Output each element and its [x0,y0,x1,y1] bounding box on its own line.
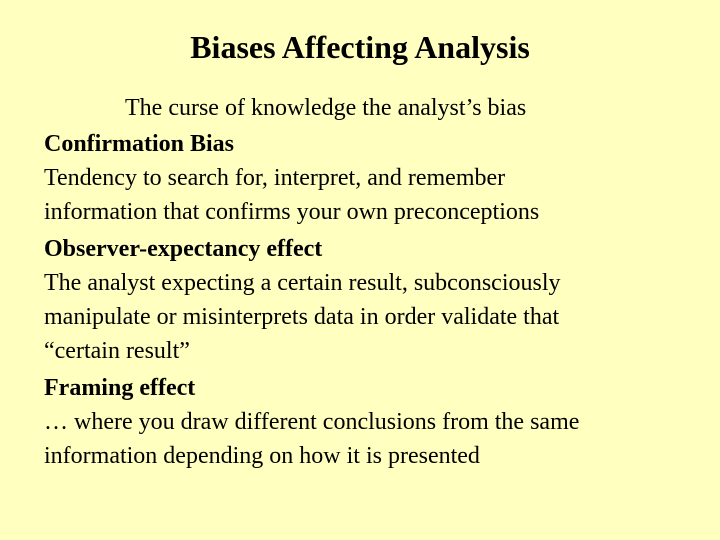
text-line: “certain result” [44,338,190,364]
slide-subtitle: The curse of knowledge the analyst’s bias [125,95,527,121]
section-heading-framing-effect: Framing effect [44,375,196,401]
section-heading-observer-expectancy: Observer-expectancy effect [44,236,323,262]
slide-title: Biases Affecting Analysis [190,29,530,65]
section-text-framing-effect [44,405,704,473]
text-line: … where you draw different conclusions from the same [44,409,580,435]
section-text-observer-expectancy [44,266,704,368]
text-line: manipulate or misinterprets data in order validate that [44,304,560,330]
text-line: The analyst expecting a certain result, subconsciously [44,270,561,296]
slide-body [44,89,704,473]
section-heading-confirmation-bias: Confirmation Bias [44,131,235,157]
text-line: information depending on how it is presented [44,443,480,469]
section-text-confirmation-bias [44,161,704,229]
text-line: Tendency to search for, interpret, and remember [44,165,506,191]
text-line: information that confirms your own preconceptions [44,199,540,225]
